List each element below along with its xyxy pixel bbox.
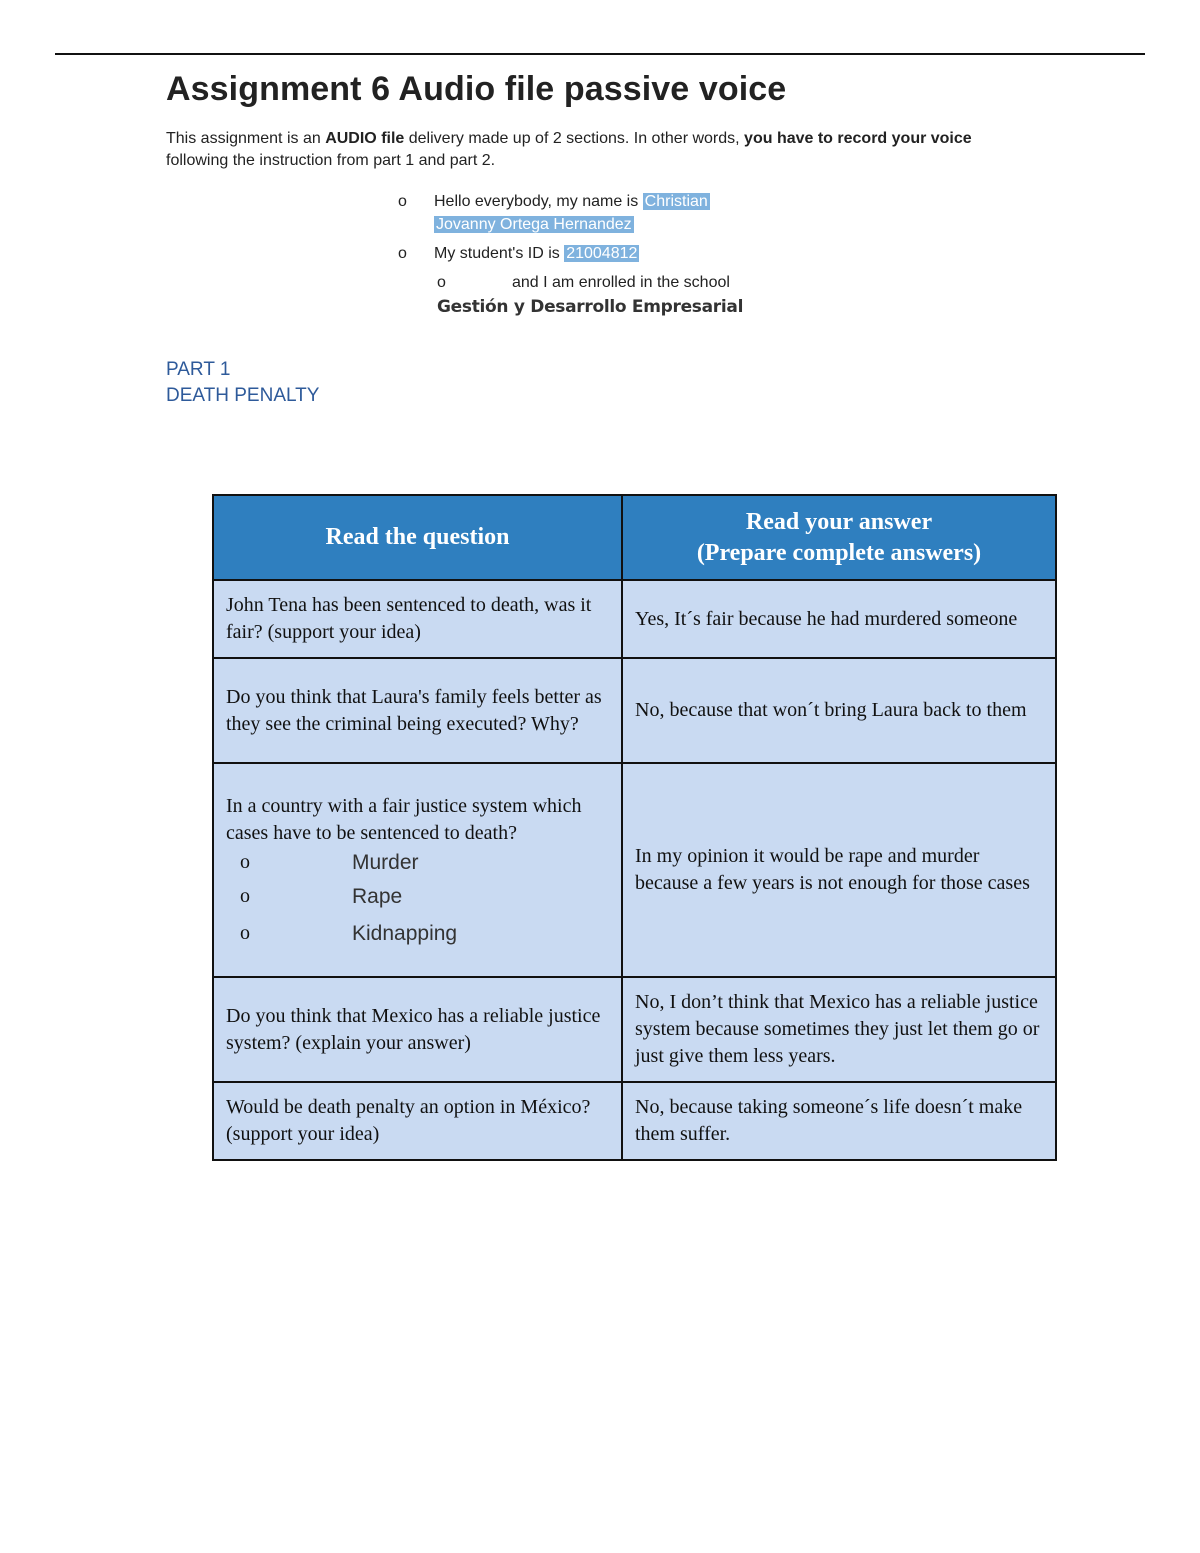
part-label: PART 1 <box>166 359 231 380</box>
table-row <box>213 1082 1056 1160</box>
header-answer: Read your answer (Prepare complete answers) <box>622 495 1056 580</box>
student-name-line2: Jovanny Ortega Hernandez <box>436 216 632 233</box>
intro-text-2: delivery made up of 2 sections. In other words, <box>404 130 745 147</box>
intro-paragraph <box>166 128 1036 172</box>
bullet-student-id <box>398 245 639 263</box>
option-item <box>226 883 609 910</box>
student-name-line1: Christian <box>644 193 708 210</box>
qa-table <box>212 494 1057 1161</box>
option-label: Rape <box>352 885 403 908</box>
top-rule <box>55 53 1145 55</box>
question-cell <box>213 763 622 977</box>
page-title: Assignment 6 Audio file passive voice <box>166 70 787 108</box>
option-item <box>226 849 609 876</box>
answer-cell: No, I don’t think that Mexico has a reliable justice system because sometimes they just let them go or just give them less years. <box>622 977 1056 1082</box>
answer-cell: No, because that won´t bring Laura back to them <box>622 658 1056 763</box>
student-id-value: 21004812 <box>566 245 638 262</box>
id-prefix: My student's ID is <box>434 245 565 262</box>
question-cell: Do you think that Mexico has a reliable justice system? (explain your answer) <box>213 977 622 1082</box>
bullet-name <box>398 193 710 211</box>
qa-header-row <box>213 495 1056 580</box>
bullet-school <box>437 274 730 292</box>
question-text: In a country with a fair justice system which cases have to be sentenced to death? <box>226 795 582 844</box>
option-item <box>226 920 609 947</box>
option-marker: o <box>240 885 250 907</box>
school-name: Gestión y Desarrollo Empresarial <box>437 297 744 317</box>
answer-cell: In my opinion it would be rape and murder because a few years is not enough for those cases <box>622 763 1056 977</box>
option-label: Kidnapping <box>352 922 458 945</box>
intro-bold-1: AUDIO file <box>325 130 405 147</box>
intro-text-3: following the instruction from part 1 and part 2. <box>166 152 496 169</box>
question-cell: Do you think that Laura's family feels better as they see the criminal being executed? Why? <box>213 658 622 763</box>
header-question: Read the question <box>213 495 622 580</box>
intro-bold-2: you have to record your voice <box>744 130 972 147</box>
option-marker: o <box>240 922 250 944</box>
intro-text-1: This assignment is an <box>166 130 326 147</box>
bullet-marker: o <box>398 193 407 210</box>
option-marker: o <box>240 851 250 873</box>
bullet-name-cont <box>434 216 634 234</box>
name-prefix: Hello everybody, my name is <box>434 193 643 210</box>
table-row <box>213 580 1056 658</box>
option-label: Murder <box>352 851 419 874</box>
question-cell: John Tena has been sentenced to death, was it fair? (support your idea) <box>213 580 622 658</box>
question-cell: Would be death penalty an option in México? (support your idea) <box>213 1082 622 1160</box>
answer-cell: No, because taking someone´s life doesn´t make them suffer. <box>622 1082 1056 1160</box>
part-topic: DEATH PENALTY <box>166 385 320 406</box>
bullet-marker: o <box>437 274 446 291</box>
table-row <box>213 763 1056 977</box>
table-row <box>213 977 1056 1082</box>
bullet-marker: o <box>398 245 407 262</box>
table-row <box>213 658 1056 763</box>
school-prefix: and I am enrolled in the school <box>512 274 730 291</box>
answer-cell: Yes, It´s fair because he had murdered someone <box>622 580 1056 658</box>
